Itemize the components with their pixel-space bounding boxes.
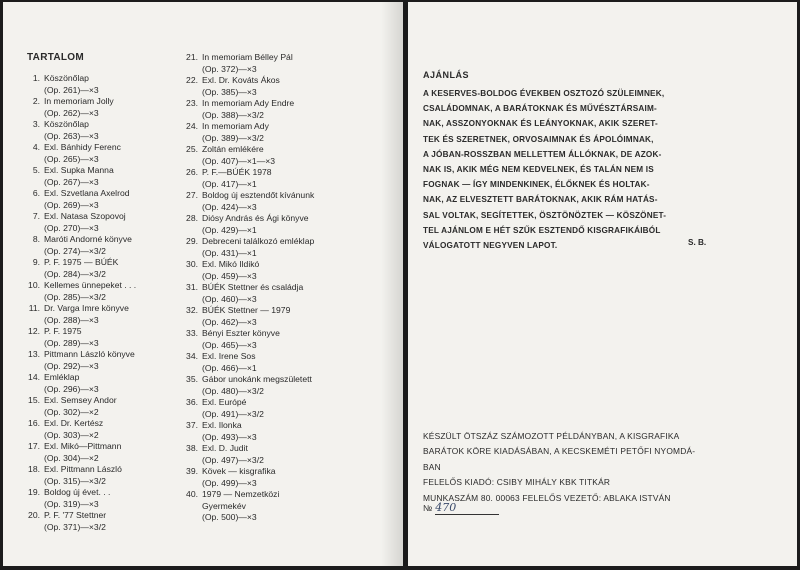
toc-entry-number: 21. <box>186 52 198 62</box>
toc-entry-title: P. F. '77 Stettner <box>44 510 107 520</box>
colophon-line: KÉSZÜLT ÖTSZÁZ SZÁMOZOTT PÉLDÁNYBAN, A KISGRAFIKA <box>423 431 680 441</box>
toc-entry-title: Debreceni találkozó emléklap <box>202 236 315 246</box>
dedication-line: TEL AJÁNLOM E HÉT SZŰK ESZTENDŐ KISGRAFIKÁIBÓL <box>423 225 661 235</box>
toc-entry <box>184 121 374 144</box>
toc-entry-detail: (Op. 296)—×3 <box>44 383 99 394</box>
toc-entry-number: 40. <box>186 489 198 499</box>
toc-entry-title: Exl. Dr. Kováts Ákos <box>202 75 280 85</box>
toc-entry-title: P. F. 1975 — BÚÉK <box>44 257 119 267</box>
toc-entry-detail: (Op. 372)—×3 <box>202 63 257 74</box>
toc-entry-number: 27. <box>186 190 198 200</box>
toc-entry-title: Diósy András és Ági könyve <box>202 213 309 223</box>
toc-entry-detail: (Op. 465)—×3 <box>202 339 257 350</box>
toc-entry <box>184 351 374 374</box>
toc-entry-detail: (Op. 289)—×3 <box>44 337 99 348</box>
toc-entry <box>26 165 186 188</box>
toc-entry <box>184 443 374 466</box>
toc-entry-number: 12. <box>28 326 40 336</box>
toc-entry <box>184 374 374 397</box>
toc-entry-number: 18. <box>28 464 40 474</box>
toc-entry-detail: (Op. 493)—×3 <box>202 431 257 442</box>
dedication-line: FOGNAK — ÍGY MINDENKINEK, ÉLŐKNEK ÉS HOLTAK- <box>423 180 650 190</box>
toc-entry-number: 33. <box>186 328 198 338</box>
dedication-line: CSALÁDOMNAK, A BARÁTOKNAK ÉS MŰVÉSZTÁRSAIM- <box>423 104 657 114</box>
toc-entry <box>26 326 186 349</box>
toc-entry-detail: (Op. 304)—×2 <box>44 452 99 463</box>
toc-entry-detail: (Op. 267)—×3 <box>44 176 99 187</box>
toc-entry-title: Exl. Natasa Szopovoj <box>44 211 126 221</box>
toc-entry-title: Exl. D. Judit <box>202 443 248 453</box>
toc-entry-number: 19. <box>28 487 40 497</box>
toc-entry-title: 1979 — Nemzetközi <box>202 489 280 499</box>
toc-entry-number: 24. <box>186 121 198 131</box>
toc-entry-title: Exl. Supka Manna <box>44 165 114 175</box>
toc-entry <box>184 52 374 75</box>
toc-entry-detail: (Op. 263)—×3 <box>44 130 99 141</box>
toc-entry-number: 15. <box>28 395 40 405</box>
toc-entry <box>26 188 186 211</box>
dedication-line: NAK, AZ ELVESZTETT BARÁTOKNAK, AKIK RÁM HATÁS- <box>423 195 658 205</box>
dedication-line: TEK ÉS SZERETNEK, ORVOSAIMNAK ÉS ÁPOLÓIMNAK, <box>423 134 654 144</box>
toc-title: TARTALOM <box>27 52 85 63</box>
toc-entry-title: Pittmann László könyve <box>44 349 135 359</box>
toc-entry-detail: (Op. 417)—×1 <box>202 178 257 189</box>
toc-entry-detail: (Op. 466)—×1 <box>202 362 257 373</box>
toc-entry-number: 38. <box>186 443 198 453</box>
toc-entry <box>26 73 186 96</box>
toc-entry <box>184 213 374 236</box>
dedication-text <box>423 86 735 253</box>
toc-entry-title: Exl. Szvetlana Axelrod <box>44 188 130 198</box>
toc-entry-title: Exl. Bánhidy Ferenc <box>44 142 121 152</box>
toc-entry <box>26 464 186 487</box>
toc-entry-detail: (Op. 270)—×3 <box>44 222 99 233</box>
toc-entry-title: Bényi Eszter könyve <box>202 328 280 338</box>
toc-entry-detail: (Op. 284)—×3/2 <box>44 268 106 279</box>
toc-entry-number: 32. <box>186 305 198 315</box>
toc-entry-detail: (Op. 292)—×3 <box>44 360 99 371</box>
toc-entry <box>184 305 374 328</box>
toc-entry-detail: (Op. 261)—×3 <box>44 84 99 95</box>
toc-entry-title: Exl. Pittmann László <box>44 464 122 474</box>
toc-entry <box>26 510 186 533</box>
toc-entry-title: Dr. Varga Imre könyve <box>44 303 129 313</box>
toc-entry-title: In memoriam Jolly <box>44 96 114 106</box>
toc-entry-number: 31. <box>186 282 198 292</box>
toc-entry-detail: (Op. 480)—×3/2 <box>202 385 264 396</box>
toc-entry-title: Exl. Semsey Andor <box>44 395 117 405</box>
toc-entry <box>184 420 374 443</box>
toc-column-2 <box>184 52 374 524</box>
toc-entry-detail: (Op. 371)—×3/2 <box>44 521 106 532</box>
toc-entry-detail: (Op. 389)—×3/2 <box>202 132 264 143</box>
toc-entry-number: 7. <box>32 211 40 221</box>
toc-entry-number: 11. <box>28 303 40 313</box>
toc-entry <box>184 190 374 213</box>
toc-entry-detail: (Op. 499)—×3 <box>202 477 257 488</box>
toc-entry-detail: (Op. 319)—×3 <box>44 498 99 509</box>
toc-entry-number: 36. <box>186 397 198 407</box>
toc-entry-title: Boldog új évet. . . <box>44 487 111 497</box>
toc-entry-detail: (Op. 303)—×2 <box>44 429 99 440</box>
toc-entry <box>26 349 186 372</box>
toc-entry-title: Maróti Andorné könyve <box>44 234 132 244</box>
toc-entry-number: 14. <box>28 372 40 382</box>
toc-entry <box>184 75 374 98</box>
toc-entry-detail: (Op. 491)—×3/2 <box>202 408 264 419</box>
toc-entry-detail: (Op. 460)—×3 <box>202 293 257 304</box>
toc-entry <box>26 142 186 165</box>
toc-entry <box>184 167 374 190</box>
toc-entry-number: 35. <box>186 374 198 384</box>
toc-entry <box>26 234 186 257</box>
toc-entry-number: 8. <box>32 234 40 244</box>
spine-shadow-left <box>381 2 403 566</box>
dedication-signature: S. B. <box>688 238 707 247</box>
toc-entry-detail: (Op. 385)—×3 <box>202 86 257 97</box>
toc-entry-detail: (Op. 285)—×3/2 <box>44 291 106 302</box>
toc-entry-number: 1. <box>32 73 40 83</box>
copy-number-line <box>423 501 499 515</box>
toc-entry <box>26 395 186 418</box>
toc-entry <box>184 282 374 305</box>
toc-entry-title: In memoriam Ady Endre <box>202 98 295 108</box>
toc-entry-title: Exl. Irene Sos <box>202 351 256 361</box>
toc-entry-detail: (Op. 497)—×3/2 <box>202 454 264 465</box>
toc-entry-title: Köszönőlap <box>44 119 89 129</box>
toc-entry-detail: (Op. 500)—×3 <box>202 512 257 522</box>
toc-entry <box>184 236 374 259</box>
toc-entry-number: 9. <box>32 257 40 267</box>
toc-entry-number: 10. <box>28 280 40 290</box>
toc-entry-number: 2. <box>32 96 40 106</box>
toc-entry-number: 20. <box>28 510 40 520</box>
toc-entry-detail: (Op. 269)—×3 <box>44 199 99 210</box>
colophon-line: FELELŐS KIADÓ: CSIBY MIHÁLY KBK TITKÁR <box>423 477 611 488</box>
toc-entry-number: 25. <box>186 144 198 154</box>
toc-entry-title: In memoriam Bélley Pál <box>202 52 293 62</box>
toc-entry-detail: (Op. 407)—×1—×3 <box>202 155 276 166</box>
toc-entry-title: BÚÉK Stettner — 1979 <box>202 305 291 315</box>
toc-entry-title: Exl. Európé <box>202 397 247 407</box>
dedication-line: A JÓBAN-ROSSZBAN MELLETTEM ÁLLÓKNAK, DE AZOK- <box>423 149 662 159</box>
toc-entry-number: 17. <box>28 441 40 451</box>
dedication-line: NAK IS, AKIK MÉG NEM KEDVELNEK, ÉS TALÁN NEM IS <box>423 165 654 175</box>
toc-entry-title: Köszönőlap <box>44 73 89 83</box>
colophon-line: BAN <box>423 461 441 472</box>
toc-entry-title: Exl. Mikó Ildikó <box>202 259 260 269</box>
toc-entry-number: 4. <box>32 142 40 152</box>
toc-entry <box>184 144 374 167</box>
toc-entry-title: Emléklap <box>44 372 80 382</box>
toc-entry-detail: (Op. 388)—×3/2 <box>202 109 264 120</box>
toc-entry <box>26 96 186 119</box>
toc-entry <box>184 466 374 489</box>
toc-entry-number: 23. <box>186 98 198 108</box>
toc-entry-detail: (Op. 459)—×3 <box>202 270 257 281</box>
toc-entry-detail: (Op. 424)—×3 <box>202 201 257 212</box>
toc-entry <box>26 119 186 142</box>
toc-entry-detail: (Op. 462)—×3 <box>202 316 257 327</box>
toc-entry <box>26 280 186 303</box>
toc-entry-title: Kellemes ünnepeket . . . <box>44 280 137 290</box>
dedication-line: A KESERVES-BOLDOG ÉVEKBEN OSZTOZÓ SZÜLEIMNEK, <box>423 89 665 98</box>
toc-entry-title: In memoriam Ady <box>202 121 269 131</box>
toc-entry-detail: Gyermekév <box>202 500 246 511</box>
toc-entry-number: 5. <box>32 165 40 175</box>
toc-entry-number: 30. <box>186 259 198 269</box>
toc-entry-number: 3. <box>32 119 40 129</box>
toc-entry-title: Zoltán emlékére <box>202 144 264 154</box>
toc-entry-number: 37. <box>186 420 198 430</box>
toc-entry-number: 6. <box>32 188 40 198</box>
toc-entry <box>26 257 186 280</box>
toc-entry <box>26 211 186 234</box>
toc-entry <box>26 441 186 464</box>
toc-entry <box>184 489 374 524</box>
toc-entry-title: Exl. Ilonka <box>202 420 242 430</box>
toc-entry-number: 26. <box>186 167 198 177</box>
toc-entry-detail: (Op. 429)—×1 <box>202 224 257 235</box>
toc-entry-detail: (Op. 262)—×3 <box>44 107 99 118</box>
toc-entry-title: Boldog új esztendőt kívánunk <box>202 190 315 200</box>
dedication-line: NAK, ASSZONYOKNAK ÉS LEÁNYOKNAK, AKIK SZERET- <box>423 119 658 129</box>
toc-entry <box>26 418 186 441</box>
dedication-line: SAL VOLTAK, SEGÍTETTEK, ÖSZTÖNÖZTEK — KÖSZÖNET- <box>423 210 667 220</box>
toc-entry <box>26 303 186 326</box>
toc-entry-number: 22. <box>186 75 198 85</box>
toc-entry-title: Exl. Dr. Kertész <box>44 418 104 428</box>
toc-entry-title: Kövek — kisgrafika <box>202 466 276 476</box>
colophon-line: MUNKASZÁM 80. 00063 FELELŐS VEZETŐ: ABLAKA ISTVÁN <box>423 492 671 503</box>
toc-entry-number: 29. <box>186 236 198 246</box>
number-sign: № <box>423 503 433 513</box>
toc-column-1 <box>26 73 186 533</box>
toc-entry-detail: (Op. 431)—×1 <box>202 247 257 258</box>
toc-entry-title: P. F. 1975 <box>44 326 82 336</box>
toc-entry <box>184 328 374 351</box>
toc-entry <box>184 98 374 121</box>
toc-entry-number: 28. <box>186 213 198 223</box>
colophon <box>423 429 753 506</box>
toc-entry <box>26 487 186 510</box>
toc-entry-detail: (Op. 265)—×3 <box>44 153 99 164</box>
toc-entry-detail: (Op. 288)—×3 <box>44 314 99 325</box>
dedication-line: VÁLOGATOTT NEGYVEN LAPOT. <box>423 241 558 251</box>
toc-entry <box>184 397 374 420</box>
toc-entry-title: Gábor unokánk megszületett <box>202 374 312 384</box>
dedication-title: AJÁNLÁS <box>423 70 470 80</box>
toc-entry-number: 39. <box>186 466 198 476</box>
toc-entry <box>26 372 186 395</box>
toc-entry-number: 13. <box>28 349 40 359</box>
toc-entry <box>184 259 374 282</box>
toc-entry-number: 34. <box>186 351 198 361</box>
toc-entry-number: 16. <box>28 418 40 428</box>
toc-entry-title: Exl. Mikó—Pittmann <box>44 441 122 451</box>
colophon-line: BARÁTOK KÖRE KIADÁSÁBAN, A KECSKEMÉTI PETŐFI NYOMDÁ- <box>423 446 696 457</box>
toc-entry-detail: (Op. 274)—×3/2 <box>44 245 106 256</box>
copy-number: 470 <box>435 501 499 515</box>
toc-entry-detail: (Op. 315)—×3/2 <box>44 475 106 486</box>
toc-entry-title: BÚÉK Stettner és családja <box>202 282 304 292</box>
toc-entry-title: P. F.—BÚÉK 1978 <box>202 167 272 177</box>
toc-entry-detail: (Op. 302)—×2 <box>44 406 99 417</box>
